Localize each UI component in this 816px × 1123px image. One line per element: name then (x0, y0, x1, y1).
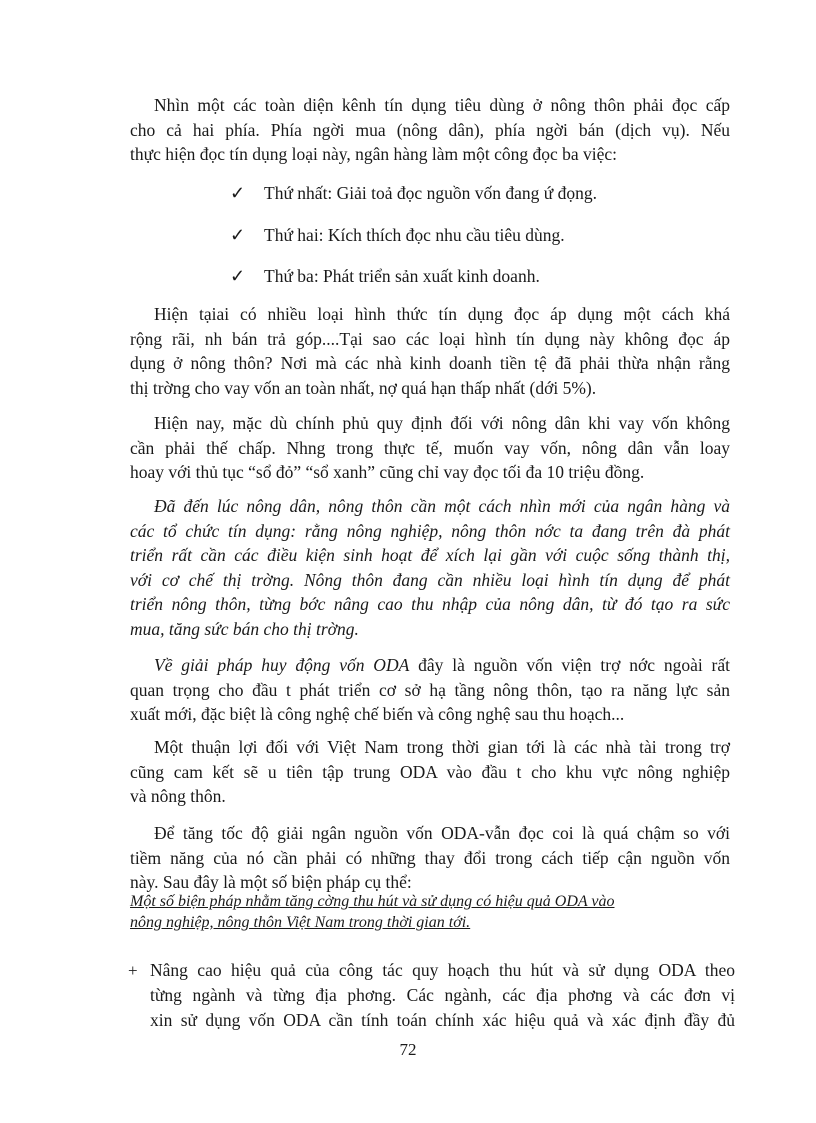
text-line: mua, tăng sức bán cho thị trờng. (130, 618, 359, 639)
text-line: Nhìn một các toàn diện kênh tín dụng tiêu dùng ở nông thôn phải đọc cấp (154, 95, 730, 115)
text-line: Đã đến lúc nông dân, nông thôn cần một cách nhìn mới của ngân hàng và (154, 496, 730, 516)
bullet-text (150, 958, 735, 1033)
text-line: Hiện tạiai có nhiều loại hình thức tín dụng đọc áp dụng một cách khá (154, 304, 730, 324)
text-line: rộng rãi, nh bán trả góp....Tại sao các loại hình tín dụng này không đọc áp (130, 328, 730, 349)
text-line: Để tăng tốc độ giải ngân nguồn vốn ODA-vẫn đọc coi là quá chậm so với (154, 823, 730, 843)
text-line: triển nông thôn, từng bớc nâng cao thu nhập của nông dân, từ đó tạo ra sức (130, 594, 730, 614)
paragraph-collateral (130, 411, 730, 485)
checkmark-icon: ✓ (230, 266, 246, 286)
italic-lead: Về giải pháp huy động vốn ODA (154, 655, 410, 675)
text-run: đây là nguồn vốn viện trợ nớc ngoài rất (409, 655, 730, 675)
text-line: cũng cam kết sẽ u tiên tập trung ODA vào đầu t cho khu vực nông nghiệp (130, 761, 730, 782)
text-line (130, 653, 730, 678)
text-line: thực hiện đọc tín dụng loại này, ngân hàng làm một công đọc ba việc: (130, 144, 618, 164)
text-line: cần phải thế chấp. Nhng trong thực tế, muốn vay vốn, nông dân vẫn loay (130, 437, 730, 458)
check-item-text: Thứ ba: Phát triển sản xuất kinh doanh. (264, 266, 540, 286)
text-line: dụng ở nông thôn? Nơi mà các nhà kinh doanh tiền tệ đã phải thừa nhận rằng (130, 353, 730, 373)
heading-line: nông nghiệp, nông thôn Việt Nam trong thời gian tới. (130, 914, 471, 931)
paragraph-oda-solution (130, 653, 730, 727)
text-line: triển rất cần các điều kiện sinh hoạt để xích lại gần với cuộc sống thành thị, (130, 545, 730, 565)
page-number: 72 (399, 1040, 417, 1059)
text-line: tiềm năng của nó cần phải có những thay đổi trong cách tiếp cận nguồn vốn (130, 847, 730, 868)
check-item-3 (230, 264, 540, 288)
text-line: Hiện nay, mặc dù chính phủ quy định đối với nông dân khi vay vốn không (154, 413, 730, 433)
text-line: với cơ chế thị trờng. Nông thôn đang cần nhiều loại hình tín dụng để phát (130, 569, 730, 590)
text-line: xuất mới, đặc biệt là công nghệ chế biến và công nghệ sau thu hoạch... (130, 704, 625, 724)
paragraph-new-view (130, 494, 730, 641)
checkmark-icon: ✓ (230, 225, 246, 245)
text-line: cho cả hai phía. Phía ngời mua (nông dân), phía ngời bán (dịch vụ). Nếu (130, 119, 730, 140)
heading-line: Một số biện pháp nhằm tăng cờng thu hút và sử dụng có hiệu quả ODA vào (130, 893, 615, 910)
paragraph-consumer-credit (130, 93, 730, 167)
paragraph-disbursement (130, 821, 730, 895)
text-line: hoay với thủ tục “sổ đỏ” “sổ xanh” cũng chỉ vay đọc tối đa 10 triệu đồng. (130, 462, 645, 482)
check-item-text: Thứ hai: Kích thích đọc nhu cầu tiêu dùng. (264, 225, 565, 245)
text-line: từng ngành và từng địa phơng. Các ngành, các địa phơng và các đơn vị (150, 985, 735, 1005)
plus-icon: + (128, 961, 138, 980)
text-line: này. Sau đây là một số biện pháp cụ thể: (130, 872, 412, 892)
text-line: Nâng cao hiệu quả của công tác quy hoạch thu hút và sử dụng ODA theo (150, 960, 735, 980)
paragraph-credit-forms (130, 302, 730, 400)
bullet-item (128, 958, 735, 1034)
checkmark-icon: ✓ (230, 183, 246, 203)
section-heading (130, 891, 735, 933)
check-item-2 (230, 223, 565, 247)
check-item-text: Thứ nhất: Giải toả đọc nguồn vốn đang ứ đọng. (264, 183, 597, 203)
text-line: xin sử dụng vốn ODA cần tính toán chính xác hiệu quả và xác định đầy đủ (150, 1010, 735, 1030)
text-line: quan trọng cho đầu t phát triển cơ sở hạ tầng nông thôn, tạo ra năng lực sản (130, 679, 730, 700)
text-line: và nông thôn. (130, 786, 226, 806)
text-line: thị trờng cho vay vốn an toàn nhất, nợ quá hạn thấp nhất (dới 5%). (130, 377, 597, 398)
check-item-1 (230, 181, 597, 205)
text-line: Một thuận lợi đối với Việt Nam trong thời gian tới là các nhà tài trong trợ (154, 737, 730, 757)
paragraph-donors (130, 735, 730, 809)
text-line: các tổ chức tín dụng: rằng nông nghiệp, nông thôn nớc ta đang trên đà phát (130, 520, 730, 541)
